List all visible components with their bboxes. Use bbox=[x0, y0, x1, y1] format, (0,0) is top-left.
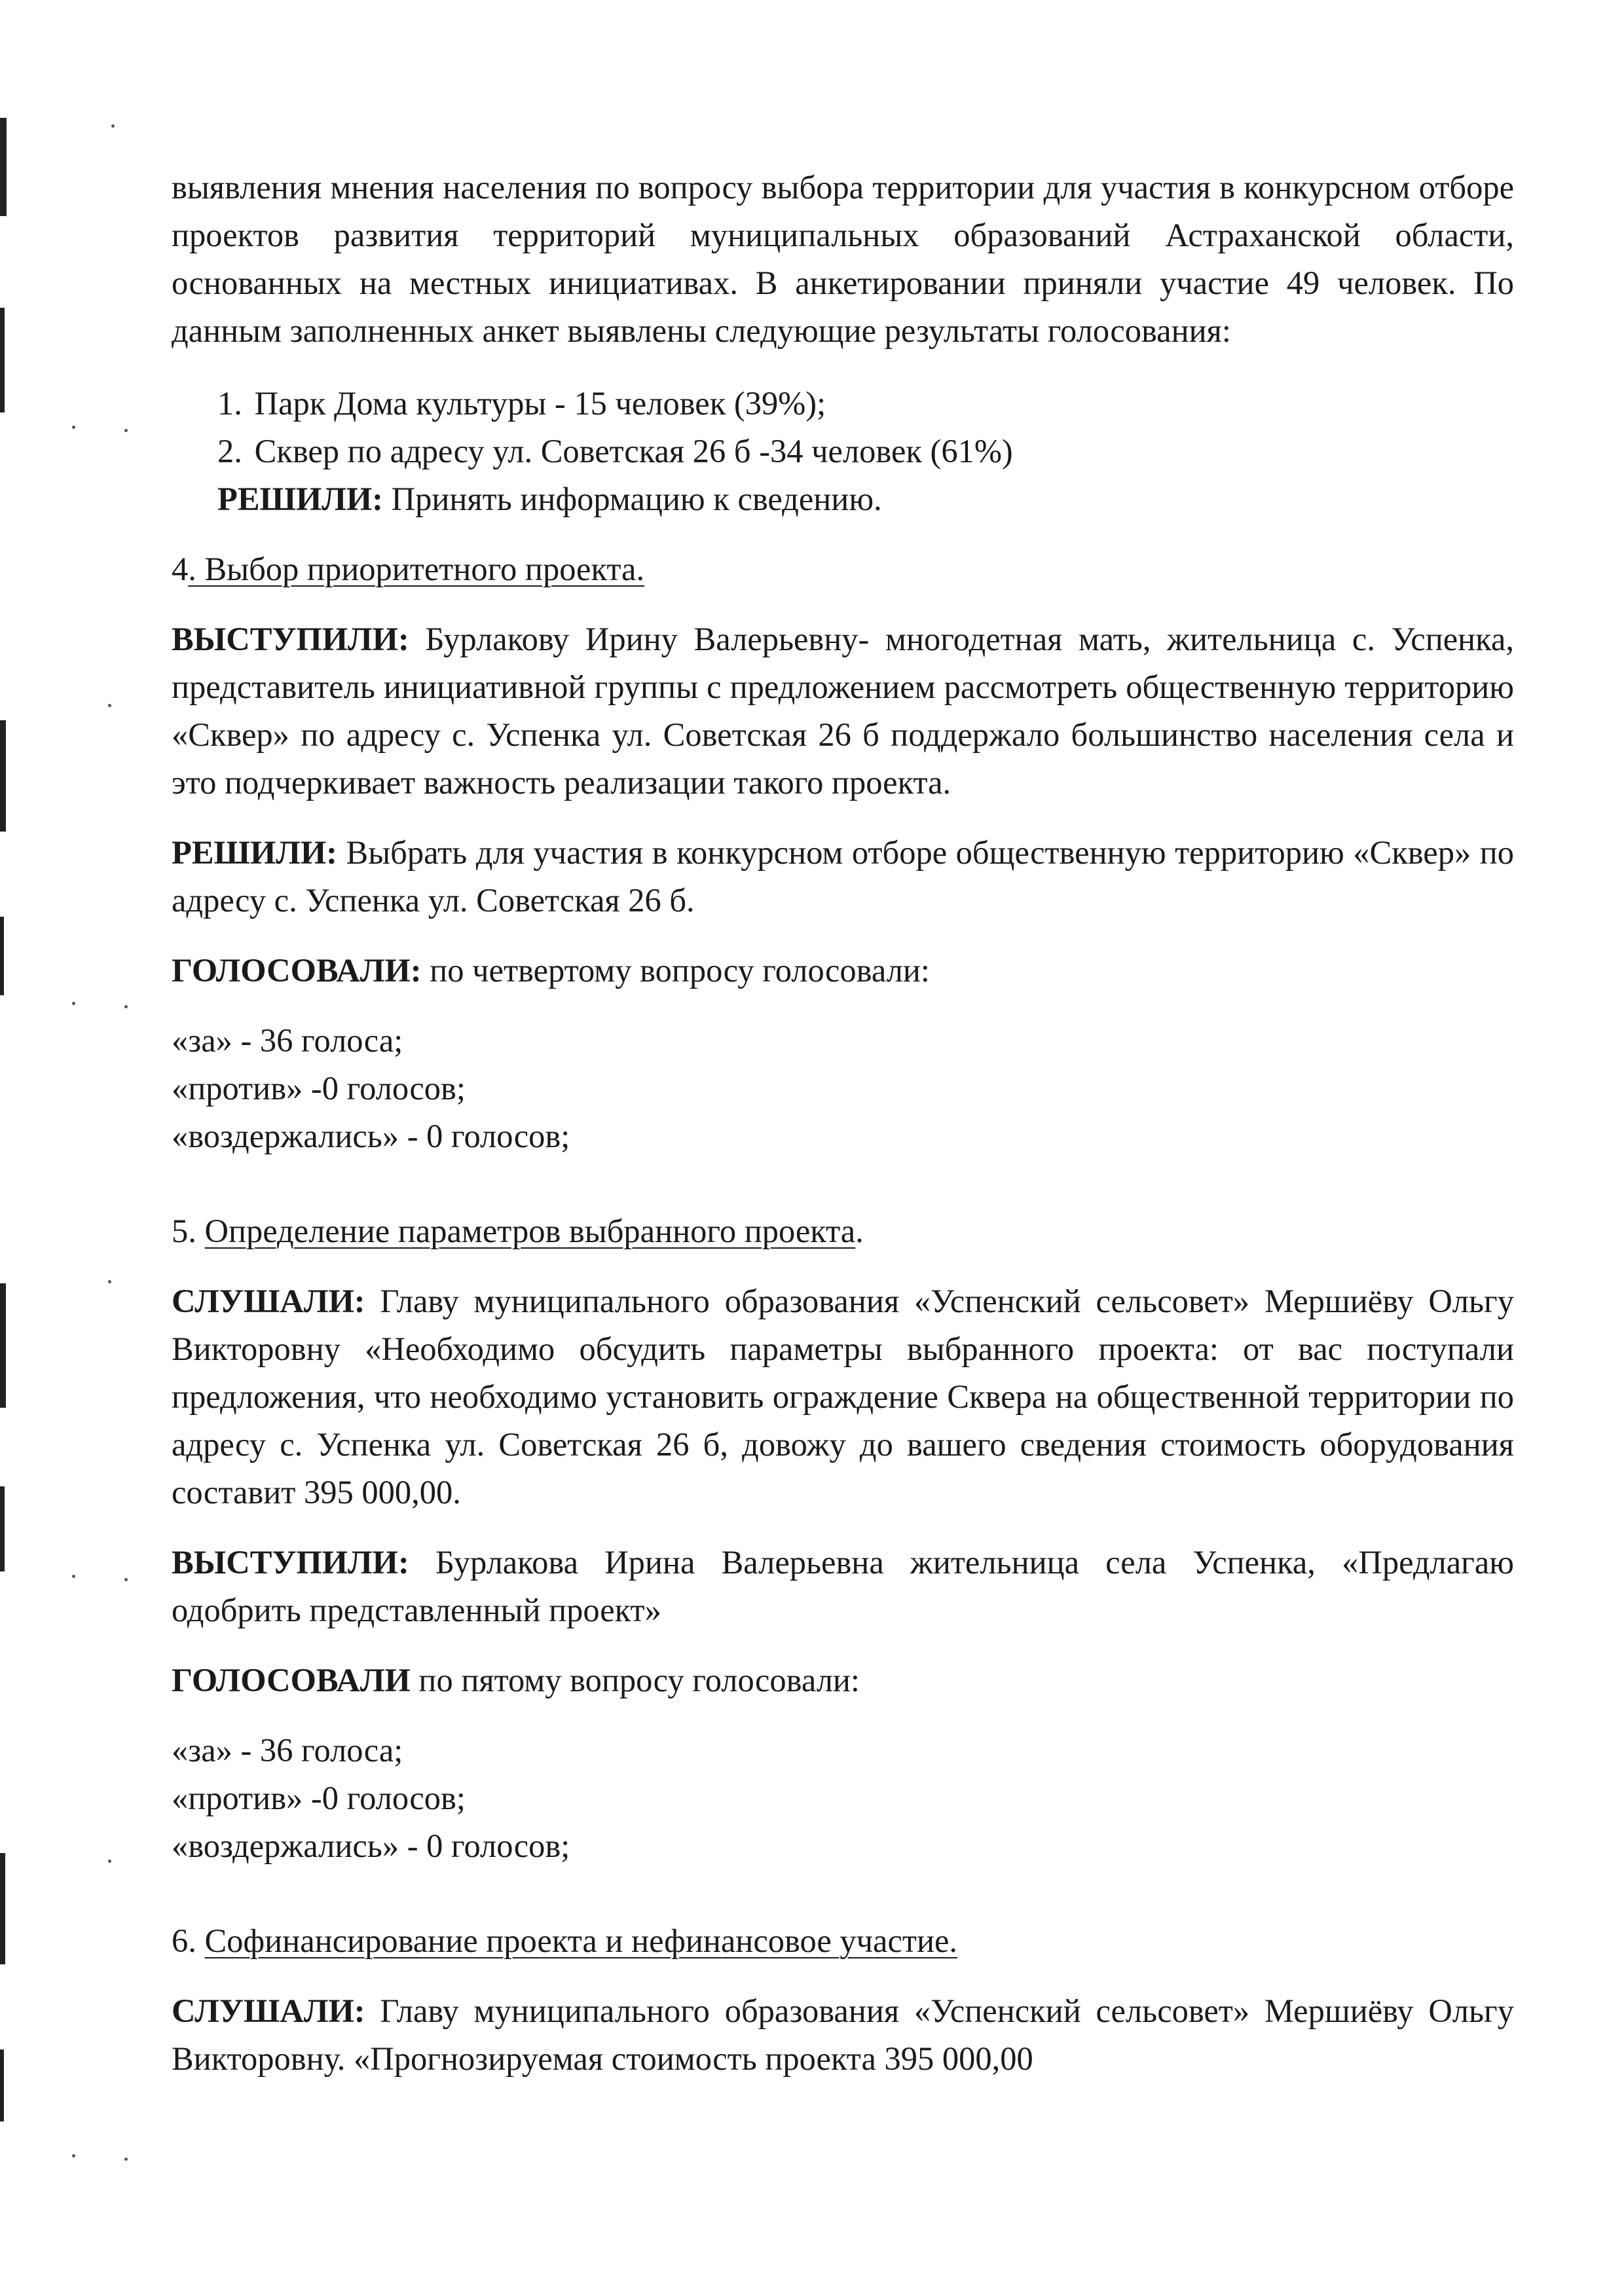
section-title: . Выбор приоритетного проекта. bbox=[188, 551, 645, 587]
vote-line: «воздержались» - 0 голосов; bbox=[172, 1827, 570, 1864]
section-4-voting bbox=[172, 947, 1514, 995]
scan-speck bbox=[124, 429, 128, 432]
heard-text: Главу муниципального образования «Успенский сельсовет» Мершиёву Ольгу Викторовну «Необходимо обсудить параметры выбранного проекта: от вас поступали предложения, что необходимо установить ограждение Сквера на общественной территории по адресу с. Успенка ул. Советская 26 б, довожу до вашего сведения стоимость оборудования составит 395 000,00. bbox=[172, 1283, 1514, 1511]
section-title-end: . bbox=[855, 1213, 864, 1249]
voted-label: ГОЛОСОВАЛИ bbox=[172, 1662, 411, 1698]
decided-label: РЕШИЛИ: bbox=[172, 834, 337, 871]
decided-text: Выбрать для участия в конкурсном отборе общественную территорию «Сквер» по адресу с. Успенка ул. Советская 26 б. bbox=[172, 834, 1514, 919]
results-list bbox=[172, 380, 1514, 475]
scan-speck bbox=[108, 704, 111, 707]
scan-edge-mark bbox=[0, 1283, 6, 1408]
section-4-votes bbox=[172, 1017, 1514, 1160]
scan-edge-mark bbox=[0, 720, 6, 832]
scan-speck bbox=[72, 1575, 75, 1578]
results-decision bbox=[217, 475, 1514, 523]
vote-line: «за» - 36 голоса; bbox=[172, 1022, 403, 1059]
section-4-speech bbox=[172, 615, 1514, 807]
section-6-heading bbox=[172, 1917, 1514, 1965]
vote-line: «воздержались» - 0 голосов; bbox=[172, 1118, 570, 1154]
spoke-text: Бурлакова Ирина Валерьевна жительница села Успенка, «Предлагаю одобрить представленный проект» bbox=[172, 1544, 1514, 1628]
section-4-decision bbox=[172, 829, 1514, 925]
scan-edge-mark bbox=[0, 118, 7, 216]
section-number: 5. bbox=[172, 1213, 205, 1249]
heard-text: Главу муниципального образования «Успенский сельсовет» Мершиёву Ольгу Викторовну. «Прогнозируемая стоимость проекта 395 000,00 bbox=[172, 1992, 1514, 2077]
section-title: Софинансирование проекта и нефинансовое участие. bbox=[204, 1922, 958, 1959]
scan-speck bbox=[72, 426, 75, 429]
section-6-heard bbox=[172, 1987, 1514, 2083]
vote-line: «против» -0 голосов; bbox=[172, 1780, 466, 1816]
list-item-text: Сквер по адресу ул. Советская 26 б -34 человек (61%) bbox=[254, 433, 1013, 469]
section-number: 6. bbox=[172, 1922, 205, 1959]
scan-edge-mark bbox=[0, 1853, 5, 1964]
intro-paragraph: выявления мнения населения по вопросу выбора территории для участия в конкурсном отборе проектов развития территорий муниципальных образований Астраханской области, основанных на местных инициативах. В анкетировании приняли участие 49 человек. По данным заполненных анкет выявлены следующие результаты голосования: bbox=[172, 169, 1514, 349]
spoke-label: ВЫСТУПИЛИ: bbox=[172, 1544, 409, 1581]
list-item-number: 1. bbox=[217, 385, 242, 422]
vote-line: «против» -0 голосов; bbox=[172, 1070, 466, 1107]
section-title: Определение параметров выбранного проекта bbox=[204, 1213, 856, 1249]
voted-text: по пятому вопросу голосовали: bbox=[410, 1662, 860, 1698]
decided-text: Принять информацию к сведению. bbox=[383, 481, 882, 517]
heard-label: СЛУШАЛИ: bbox=[172, 1283, 365, 1319]
scan-speck bbox=[72, 2154, 75, 2157]
document-page bbox=[172, 164, 1514, 2083]
spoke-label: ВЫСТУПИЛИ: bbox=[172, 621, 409, 657]
list-item-text: Парк Дома культуры - 15 человек (39%); bbox=[254, 385, 826, 422]
list-item bbox=[217, 380, 1514, 428]
heard-label: СЛУШАЛИ: bbox=[172, 1992, 365, 2029]
scan-speck bbox=[108, 1860, 111, 1863]
section-5-votes bbox=[172, 1727, 1514, 1870]
voted-text: по четвертому вопросу голосовали: bbox=[421, 952, 930, 989]
section-5-voting bbox=[172, 1657, 1514, 1704]
scan-speck bbox=[72, 1002, 75, 1005]
scan-speck bbox=[108, 1280, 111, 1283]
scan-speck bbox=[124, 1578, 128, 1581]
scan-edge-mark bbox=[0, 2049, 4, 2121]
scan-edge-mark bbox=[0, 1486, 5, 1571]
list-item-number: 2. bbox=[217, 433, 242, 469]
list-item bbox=[217, 428, 1514, 475]
voted-label: ГОЛОСОВАЛИ: bbox=[172, 952, 422, 989]
section-5-heading bbox=[172, 1207, 1514, 1255]
scan-speck bbox=[124, 2157, 128, 2161]
decided-label: РЕШИЛИ: bbox=[217, 481, 383, 517]
scan-edge-mark bbox=[0, 308, 5, 413]
section-4-heading bbox=[172, 545, 1514, 593]
vote-line: «за» - 36 голоса; bbox=[172, 1732, 403, 1769]
section-5-speech bbox=[172, 1539, 1514, 1634]
scan-speck bbox=[111, 124, 115, 128]
scan-speck bbox=[124, 1005, 128, 1008]
section-5-heard bbox=[172, 1277, 1514, 1516]
spoke-text: Бурлакову Ирину Валерьевну- многодетная мать, жительница с. Успенка, представитель инициативной группы с предложением рассмотреть общественную территорию «Сквер» по адресу с. Успенка ул. Советская 26 б поддержало большинство населения села и это подчеркивает важность реализации такого проекта. bbox=[172, 621, 1514, 801]
section-number: 4 bbox=[172, 551, 189, 587]
scan-edge-mark bbox=[0, 917, 4, 995]
